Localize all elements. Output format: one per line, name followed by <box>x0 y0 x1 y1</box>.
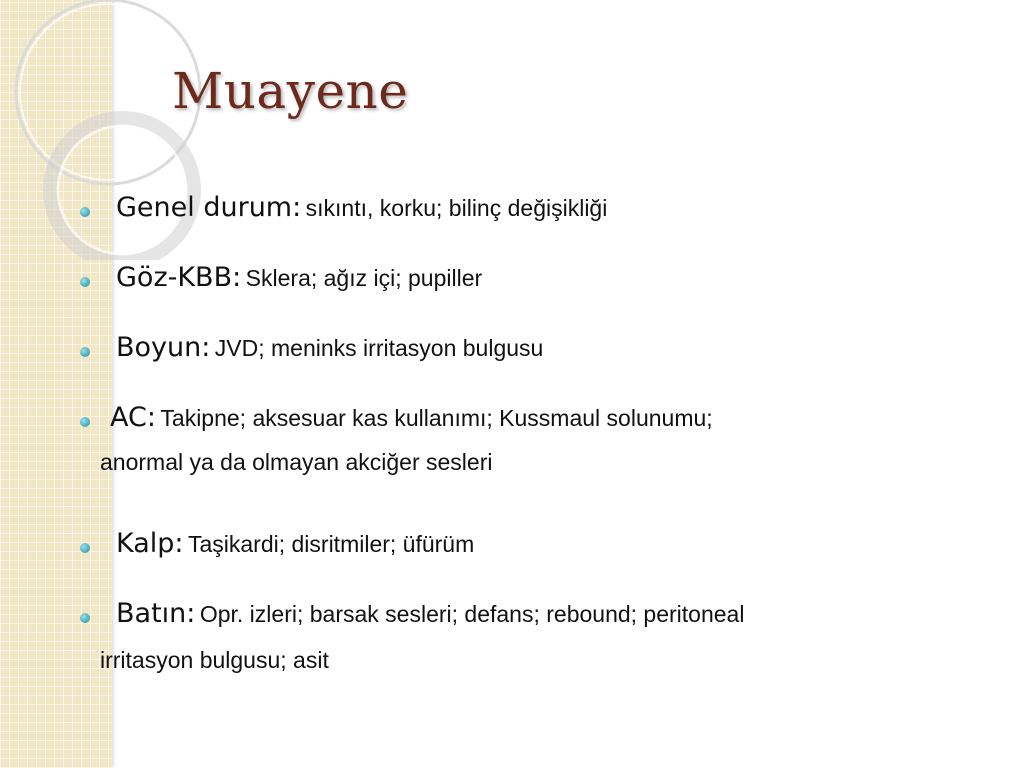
slide-title: Muayene <box>172 62 409 120</box>
bullet-icon <box>80 543 90 553</box>
bullet-item-kalp <box>100 528 980 598</box>
bullet-continuation: anormal ya da olmayan akciğer sesleri <box>100 449 493 475</box>
bullet-icon <box>80 613 90 623</box>
bullet-icon <box>80 207 90 217</box>
bullet-description: Sklera; ağız içi; pupiller <box>245 265 483 291</box>
bullet-item-ac <box>100 402 980 528</box>
bullet-term: Kalp: <box>116 528 184 559</box>
bullet-icon <box>80 277 90 287</box>
bullet-term: Batın: <box>116 598 196 629</box>
bullet-list <box>100 192 980 708</box>
bullet-description: sıkıntı, korku; bilinç değişikliği <box>305 195 608 221</box>
bullet-item-genel-durum <box>100 192 980 262</box>
bullet-item-batin <box>100 598 980 708</box>
bullet-item-goz-kbb <box>100 262 980 332</box>
bullet-description: Taşikardi; disritmiler; üfürüm <box>187 531 475 557</box>
bullet-continuation: irritasyon bulgusu; asit <box>100 647 329 673</box>
bullet-description: JVD; meninks irritasyon bulgusu <box>214 335 544 361</box>
bullet-icon <box>80 417 90 427</box>
bullet-term: Genel durum: <box>116 192 302 223</box>
bullet-term: Göz-KBB: <box>116 262 242 293</box>
bullet-item-boyun <box>100 332 980 402</box>
bullet-term: AC: <box>110 402 156 433</box>
decorative-side-band <box>0 0 112 768</box>
bullet-description: Opr. izleri; barsak sesleri; defans; rebound; peritoneal <box>199 601 745 627</box>
bullet-term: Boyun: <box>116 332 211 363</box>
bullet-description: Takipne; aksesuar kas kullanımı; Kussmaul solunumu; <box>160 405 713 431</box>
bullet-icon <box>80 347 90 357</box>
